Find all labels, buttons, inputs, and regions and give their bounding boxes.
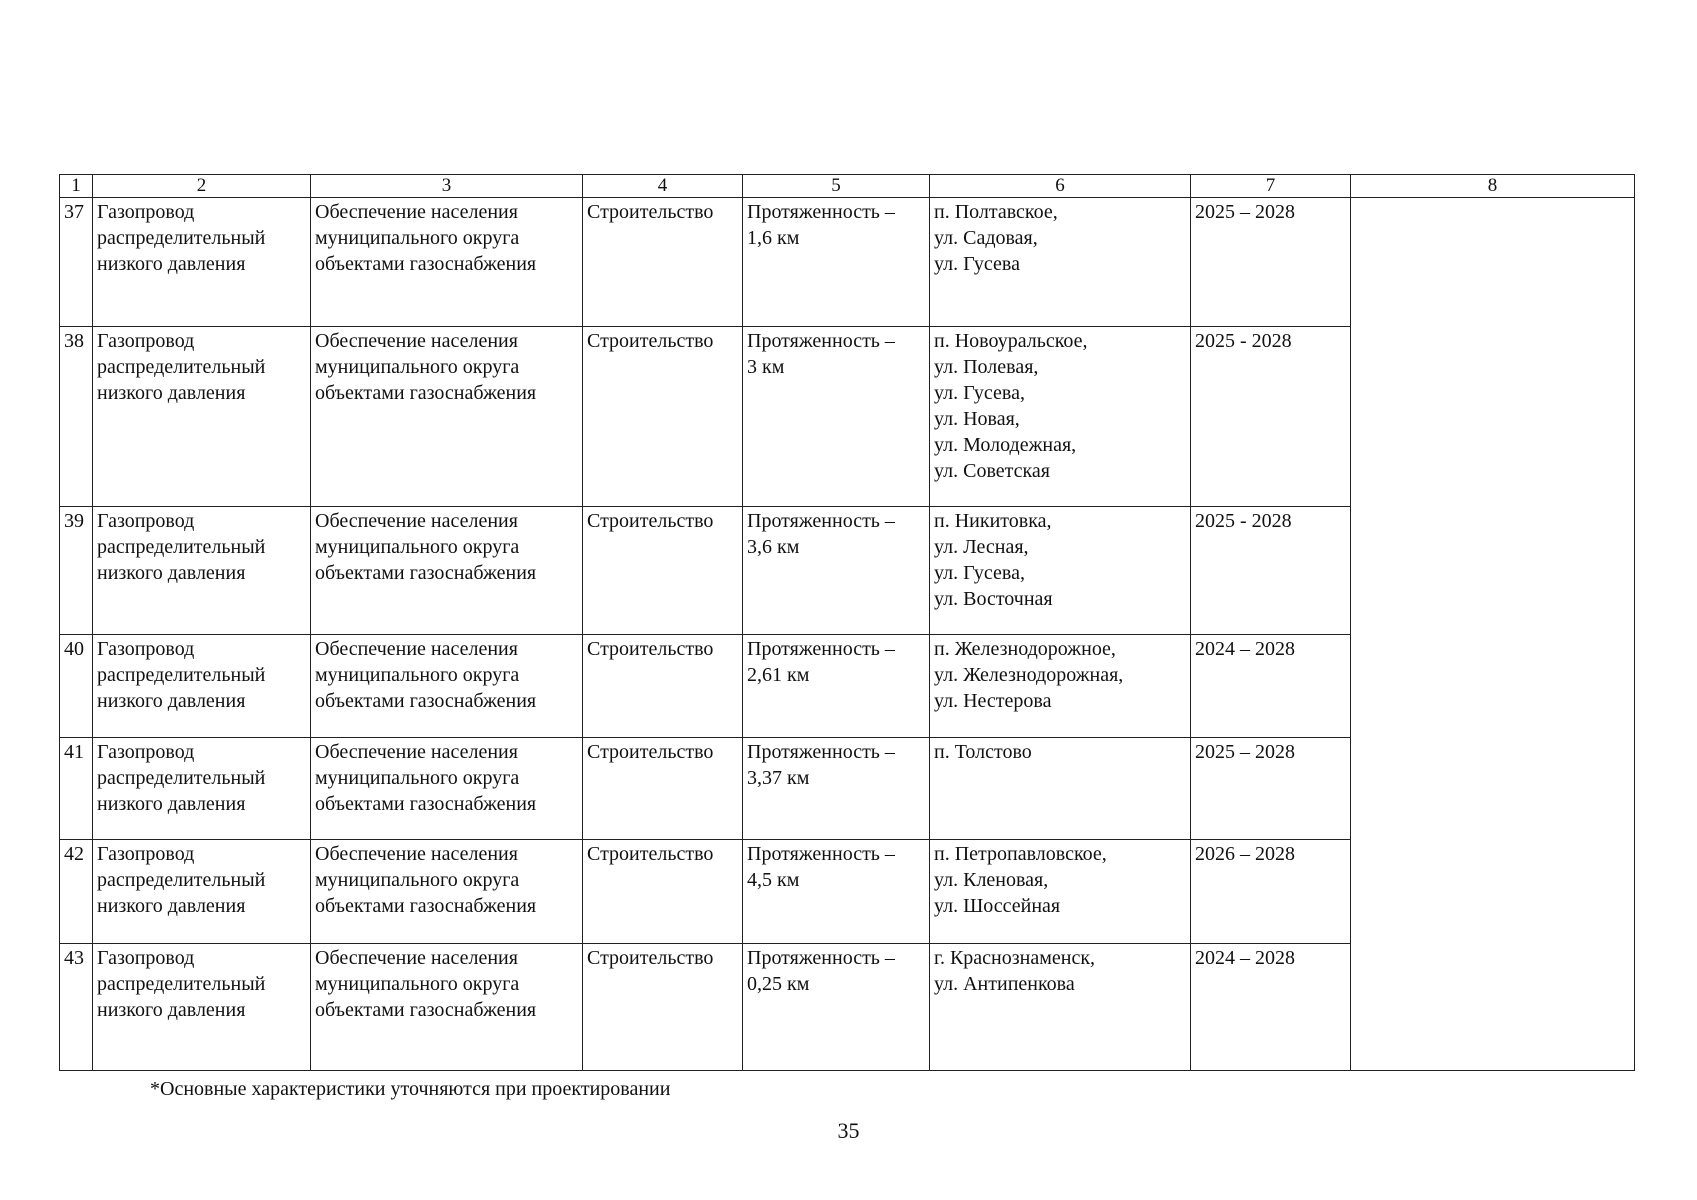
object-name: Газопровод распределительный низкого давления [93,738,311,840]
object-location: п. Петропавловское, ул. Кленовая, ул. Шоссейная [930,840,1191,944]
implementation-period: 2025 – 2028 [1191,198,1351,327]
work-type: Строительство [583,507,743,635]
table-header-row [60,175,1635,198]
object-purpose: Обеспечение населения муниципального округа объектами газоснабжения [311,635,583,738]
column-header: 2 [93,175,311,198]
main-characteristics: Протяженность – 0,25 км [743,944,930,1071]
page-number: 35 [837,1118,860,1143]
object-purpose: Обеспечение населения муниципального округа объектами газоснабжения [311,507,583,635]
main-characteristics: Протяженность – 4,5 км [743,840,930,944]
main-characteristics: Протяженность – 3,37 км [743,738,930,840]
object-name: Газопровод распределительный низкого давления [93,198,311,327]
object-purpose: Обеспечение населения муниципального округа объектами газоснабжения [311,327,583,507]
object-purpose: Обеспечение населения муниципального округа объектами газоснабжения [311,738,583,840]
notes-cell [1351,198,1635,1071]
row-number: 40 [60,635,93,738]
column-header: 6 [930,175,1191,198]
column-header: 7 [1191,175,1351,198]
work-type: Строительство [583,944,743,1071]
implementation-period: 2026 – 2028 [1191,840,1351,944]
column-header: 5 [743,175,930,198]
object-purpose: Обеспечение населения муниципального округа объектами газоснабжения [311,198,583,327]
table-row [60,198,1635,327]
work-type: Строительство [583,327,743,507]
object-name: Газопровод распределительный низкого давления [93,507,311,635]
column-header: 1 [60,175,93,198]
object-location: п. Полтавское, ул. Садовая, ул. Гусева [930,198,1191,327]
implementation-period: 2025 - 2028 [1191,327,1351,507]
object-location: п. Новоуральское, ул. Полевая, ул. Гусева, ул. Новая, ул. Молодежная, ул. Советская [930,327,1191,507]
main-characteristics: Протяженность – 3,6 км [743,507,930,635]
object-name: Газопровод распределительный низкого давления [93,944,311,1071]
object-purpose: Обеспечение населения муниципального округа объектами газоснабжения [311,944,583,1071]
column-header: 3 [311,175,583,198]
objects-table [59,174,1635,1071]
row-number: 37 [60,198,93,327]
row-number: 41 [60,738,93,840]
object-location: п. Железнодорожное, ул. Железнодорожная, ул. Нестерова [930,635,1191,738]
work-type: Строительство [583,635,743,738]
work-type: Строительство [583,198,743,327]
implementation-period: 2025 – 2028 [1191,738,1351,840]
column-header: 8 [1351,175,1635,198]
object-location: г. Краснознаменск, ул. Антипенкова [930,944,1191,1071]
object-location: п. Никитовка, ул. Лесная, ул. Гусева, ул. Восточная [930,507,1191,635]
implementation-period: 2025 - 2028 [1191,507,1351,635]
row-number: 39 [60,507,93,635]
object-name: Газопровод распределительный низкого давления [93,840,311,944]
object-name: Газопровод распределительный низкого давления [93,635,311,738]
object-purpose: Обеспечение населения муниципального округа объектами газоснабжения [311,840,583,944]
main-characteristics: Протяженность – 1,6 км [743,198,930,327]
row-number: 38 [60,327,93,507]
main-characteristics: Протяженность – 3 км [743,327,930,507]
work-type: Строительство [583,738,743,840]
object-location: п. Толстово [930,738,1191,840]
row-number: 43 [60,944,93,1071]
row-number: 42 [60,840,93,944]
main-characteristics: Протяженность – 2,61 км [743,635,930,738]
object-name: Газопровод распределительный низкого давления [93,327,311,507]
implementation-period: 2024 – 2028 [1191,635,1351,738]
footnote: *Основные характеристики уточняются при проектировании [150,1078,671,1100]
column-header: 4 [583,175,743,198]
implementation-period: 2024 – 2028 [1191,944,1351,1071]
work-type: Строительство [583,840,743,944]
